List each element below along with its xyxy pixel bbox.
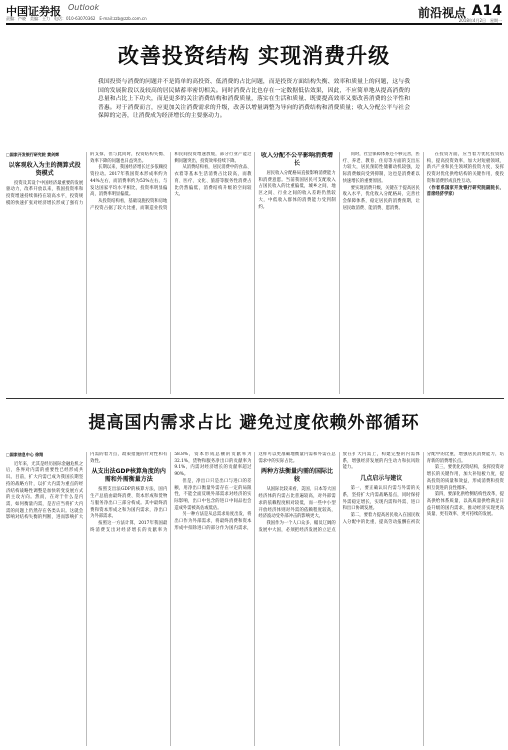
- article-1-headline: 改善投资结构 实现消费升级: [117, 44, 391, 68]
- article-1-subhead: 收入分配不公平影响消费增长: [261, 152, 334, 167]
- article-2-lead: 近年来，尤其是经历国际金融危机之后，各界对内需的重要性已经形成共识。目前，扩大内需已成为我国长期坚持的战略方针，以扩大内需为重点的经济结构战略性调整是加快转变发展方式的主攻方向。然而，在对于什么是内需，如何衡量内需，是否应当将扩大内需的问题上仍然存在各类认识。这就会影响对结构失衡的判断，进而影响扩大内需的着力点，政策措施的针对性和有效性。: [6, 452, 168, 521]
- article-2-headline: 提高国内需求占比 避免过度依赖外部循环: [88, 413, 420, 433]
- paragraph: 但是，净出口只是出口与进口的差额，用净出口衡量外需存在一定的局限性，不能全面反映外部需求对经济的实际影响，出口中包含的进口中间品也会造成外需被高估或低估。: [174, 478, 252, 511]
- article-2-subhead: 从支出法GDP核算角度的内需和外需衡量方法: [91, 468, 166, 484]
- paragraph: 同时，社会保障体系还不够完善，医疗、养老、教育、住房等方面的支出压力较大，居民预防性储蓄动机较强，边际消费倾向受到抑制，这也是消费难以快速增长的重要原因。: [342, 152, 420, 184]
- paragraph: 在投资方面，应当着力优化投资结构，提高投资效率，加大对短板领域、新兴产业和民生领域的投资力度，发挥投资对优化供给结构的关键作用，使投资和消费形成良性互动。: [426, 152, 504, 184]
- article-1-subhead: 以客观收入为主的测算式投资模式: [8, 161, 81, 177]
- author-note: （作者系国家开发银行研究院副院长、首席经济学家）: [426, 185, 504, 198]
- issue-date: 2018年4月2日 星期一: [458, 18, 502, 23]
- paragraph: 从消费结构看，居民消费中的食品、衣着等基本生活消费占比较高，而教育、医疗、文化、旅游等服务性消费占比仍然偏低，消费结构升级的空间较大。: [174, 165, 252, 198]
- paragraph: 第四，要深化供给侧结构性改革，提高供给体系质量，以高质量供给满足日益升级的国内需求，推动经济实现更高质量、更有效率、更可持续的发展。: [426, 492, 504, 518]
- article-divider: [6, 398, 504, 399]
- edition-line: 责编：卢晓 美编：王力 电话：010-63070362 E-mail:zzb@zzb.com.cn: [6, 16, 147, 21]
- newspaper-logo-sub: Outlook: [68, 3, 100, 12]
- section-title: 前沿视点: [417, 6, 466, 20]
- paragraph: 第三，要优化投资结构，发挥投资对增长的关键作用，加大补短板力度，提高投资的质量和效益，形成消费和投资相互促进的良性循环。: [426, 465, 504, 491]
- paragraph: 另一种方法是从总需求角度出发，将出口作为外部需求，将最终消费和资本形成中扣除进口的部分作为国内需求，这样可以更准确地衡量内需和外需在总需求中的实际占比。: [174, 452, 336, 531]
- paragraph: 要实现消费升级，关键在于提高居民收入水平，优化收入分配格局，完善社会保障体系，稳定居民的消费预期，让居民敢消费、能消费、愿消费。: [342, 185, 420, 211]
- paragraph: 长期以来，我国经济增长过多依赖投资拉动。2017年我国资本形成率约为44%左右，而消费率约为53%左右，与发达国家平均水平相比，投资率明显偏高，消费率明显偏低。: [90, 165, 168, 198]
- paragraph: 按照支出法GDP的核算方法，国内生产总值由最终消费、资本形成和货物与服务净出口三部分构成。其中最终消费和资本形成之和为国内需求，净出口为外部需求。: [90, 487, 168, 520]
- paragraph: 从国际比较来看，美国、日本等大国经济体的内需占比普遍较高，对外部需求的依赖程度相对较低，而一些中小型开放经济体则对外需的依赖程度较高，经济波动受外部冲击的影响更大。: [258, 487, 336, 520]
- article-2-subhead: 几点启示与建议: [360, 475, 403, 483]
- newspaper-logo: 中国证券报: [6, 5, 61, 18]
- paragraph: 第二，要着力提高居民收入在国民收入分配中的比重，提高劳动报酬在初次分配中的比重，增强居民消费能力，培育新的消费增长点。: [342, 452, 504, 525]
- paragraph: 按照这一方法计算，2017年我国最终消费支出对经济增长的贡献率为58.8%，资本形成总额的贡献率为32.1%，货物和服务净出口的贡献率为9.1%，内需对经济增长的贡献率超过90%。: [90, 452, 252, 533]
- article-1-byline: □国家开发银行研究院 黄剑辉: [6, 152, 60, 157]
- paragraph: 居民收入分配格局直接影响消费能力和消费意愿。当前我国居民可支配收入占国民收入的比重偏低，城乡之间、地区之间、行业之间的收入差距仍然较大，中低收入群体的消费能力受到制约。: [258, 171, 336, 210]
- paragraph: 第一，要正确认识内需与外需的关系，坚持扩大内需战略基点，同时保持外需稳定增长，实现内需和外需、进口和出口协调发展。: [342, 486, 420, 512]
- article-1-lead: 我国投资与消费的问题并不是简单的高投资、低消费的占比问题，而是投资方面结构失衡、效率和质量上的问题，这与我国的发展阶段以及较高的居民储蓄率密切相关。同时消费占比也存在一定数据低估效果，因此，不应简单地从提高消费的总量和占比上下功夫，而是更多的关注消费结构和消费质量，落实在生活和质量、既要提高效率又要改善消费的公平性和普惠。对于消费而言，应更加关注消费需求的升级，改善以增量调整为导向的消费结构和消费质量；收入分配公平与社会保障的完善，让消费成为经济增长的主要驱动力。: [98, 79, 410, 120]
- masthead: [6, 3, 502, 25]
- article-2-subhead: 两种方法衡量内需的国际比较: [261, 468, 334, 484]
- paragraph: 从投资结构看，基础设施投资和房地产投资占据了较大比重，而制造业投资和民间投资增速放缓，部分行业产能过剩问题突出，投资效率持续下降。: [90, 152, 252, 211]
- paragraph: 我国作为一个人口众多、幅员辽阔的发展中大国，必须把经济发展的立足点放在扩大内需上，构建完整的内需体系，增强经济发展的内生动力和抗风险能力。: [258, 452, 420, 533]
- article-2-body: [6, 452, 504, 746]
- paragraph: 投资及其设个中国经济最重要的发展驱动力，改革开放以来，我国投资率和投资增速持续保持在较高水平，投资规模的快速扩张对经济增长形成了强有力的支撑，但与此同时，投资结构失衡、效率下降的问题也日益突出。: [6, 152, 168, 206]
- page-number: A14: [471, 3, 502, 19]
- article-2-byline: □国家信息中心 徐翔: [6, 452, 44, 457]
- article-1-body: [6, 152, 504, 394]
